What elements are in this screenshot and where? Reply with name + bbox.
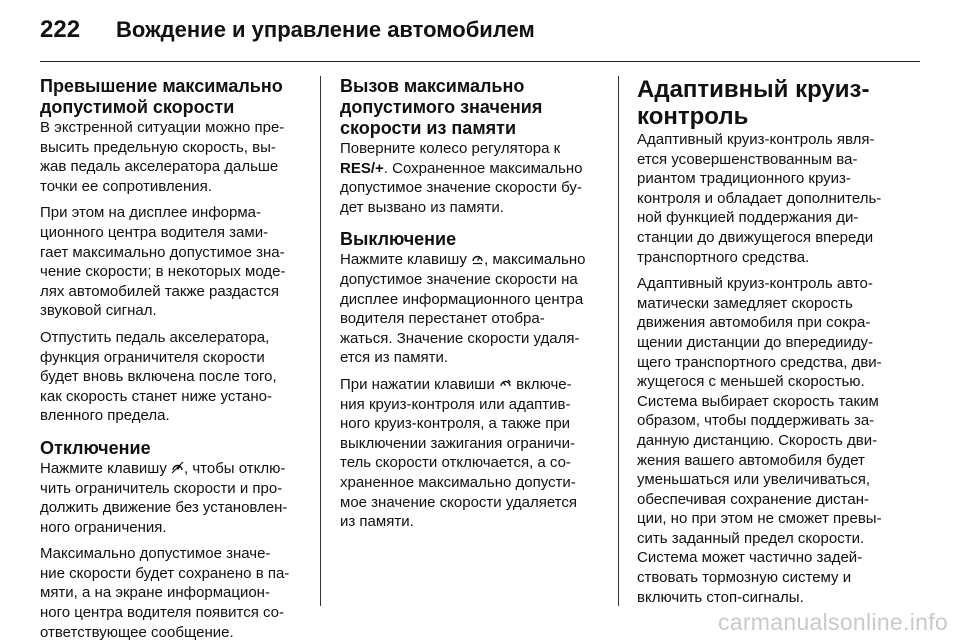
- text-fragment: , максимально: [484, 251, 586, 269]
- text-line: ствовать тормозную систему и: [637, 569, 852, 587]
- text-line: чить ограничитель скорости и про-: [40, 479, 283, 497]
- heading-line: Превышение максимально: [40, 76, 283, 96]
- text-line: движения автомобиля при сокра-: [637, 314, 871, 332]
- text-line: образом, чтобы поддерживать за-: [637, 412, 875, 430]
- text-fragment: , чтобы отклю-: [184, 459, 286, 477]
- watermark: carmanualsonline.info: [717, 609, 948, 635]
- text-line: жаться. Значение скорости удаля-: [340, 329, 580, 347]
- text-line: допустимое значение скорости бу-: [340, 179, 582, 197]
- text-line: Система выбирает скорость таким: [637, 392, 879, 410]
- text-line: мое значение скорости удаляется: [340, 493, 577, 511]
- text-line: станции до движущегося впереди: [637, 228, 874, 246]
- text-line: риантом традиционного круиз-: [637, 170, 851, 188]
- text-line: дисплее информационного центра: [340, 290, 584, 308]
- text-line: лях автомобилей также раздастся: [40, 282, 279, 300]
- text-line: Адаптивный круиз-контроль явля-: [637, 131, 875, 148]
- text-line: из памяти.: [340, 513, 414, 531]
- paragraph: [340, 139, 603, 217]
- page-header: [40, 10, 920, 50]
- text-line: уменьшаться или увеличиваться,: [637, 471, 871, 489]
- text-line: [340, 250, 603, 270]
- text-line: ного круиз-контроля, а также при: [340, 415, 571, 433]
- text-line: [40, 459, 310, 479]
- paragraph: [40, 118, 310, 196]
- page-title: Вождение и управление автомобилем: [116, 17, 535, 42]
- text-line: Поверните колесо регулятора к: [340, 140, 561, 157]
- text-line: ции, но при этом не сможет превы-: [637, 510, 882, 528]
- paragraph: [340, 250, 603, 368]
- text-line: ется усовершенствованным ва-: [637, 150, 858, 168]
- text-line: Максимально допустимое значе-: [40, 545, 271, 563]
- text-line: ного ограничения.: [40, 518, 167, 536]
- text-line: щении дистанции до впередииду-: [637, 333, 874, 351]
- text-line: ной функцией поддержания ди-: [637, 209, 859, 227]
- heading-line: Вызов максимально: [340, 76, 525, 96]
- paragraph: [40, 544, 310, 642]
- text-line: ния круиз-контроля или адаптив-: [340, 395, 571, 413]
- column-divider-1: [320, 76, 321, 606]
- text-line: щего транспортного средства, дви-: [637, 353, 882, 371]
- text-line: [340, 375, 603, 395]
- text-line: сить заданный предел скорости.: [637, 529, 865, 547]
- text-fragment: включе-: [511, 375, 572, 393]
- text-line: будет вновь включена после того,: [40, 368, 277, 386]
- text-fragment: При нажатии клавиши: [340, 375, 499, 393]
- column-1: [40, 76, 310, 641]
- text-line: выключении зажигания ограничи-: [340, 434, 575, 452]
- paragraph: [40, 203, 310, 321]
- heading-overspeed: [40, 76, 310, 118]
- column-3: [637, 76, 907, 610]
- paragraph: [340, 375, 603, 532]
- paragraph: [40, 459, 310, 537]
- text-line: жущегося с меньшей скоростью.: [637, 373, 865, 391]
- text-fragment: . Сохраненное максимально: [383, 159, 583, 177]
- res-plus-label: RES/+: [340, 159, 384, 177]
- text-line: гает максимально допустимое зна-: [40, 243, 285, 261]
- heading-off: Отключение: [40, 437, 151, 458]
- heading-line: контроль: [637, 103, 749, 130]
- heading-switch-off: Выключение: [340, 229, 457, 250]
- text-line: обеспечивая сохранение дистан-: [637, 490, 869, 508]
- speed-limiter-icon: [171, 461, 184, 474]
- paragraph: [637, 274, 907, 607]
- heading-recall: [340, 76, 603, 139]
- text-line: данную дистанцию. Скорость дви-: [637, 431, 878, 449]
- heading-line: допустимой скорости: [40, 97, 235, 117]
- text-line: должить движение без установлен-: [40, 499, 288, 517]
- paragraph: [40, 328, 310, 426]
- text-line: чение скорости; в некоторых моде-: [40, 263, 286, 281]
- heading-line: допустимого значения: [340, 97, 543, 117]
- text-line: высить предельную скорость, вы-: [40, 138, 276, 156]
- heading-line: Адаптивный круиз-: [637, 76, 870, 103]
- cruise-control-icon: [499, 377, 512, 390]
- text-line: храненное максимально допусти-: [340, 473, 576, 491]
- text-line: водителя перестанет отобра-: [340, 310, 545, 328]
- text-line: функция ограничителя скорости: [40, 348, 265, 366]
- text-line: жения вашего автомобиля будет: [637, 451, 865, 469]
- text-line: Адаптивный круиз-контроль авто-: [637, 275, 873, 293]
- text-line: Отпустить педаль акселератора,: [40, 328, 270, 346]
- text-line: ного центра водителя появится со-: [40, 604, 285, 622]
- text-line: тель скорости отключается, а со-: [340, 454, 571, 472]
- text-line: дет вызвано из памяти.: [340, 198, 504, 216]
- text-line: ционного центра водителя зами-: [40, 223, 269, 241]
- heading-adaptive-cruise: [637, 76, 907, 130]
- text-line: контроля и обладает дополнитель-: [637, 189, 882, 207]
- column-divider-2: [618, 76, 619, 606]
- text-line: При этом на дисплее информа-: [40, 204, 262, 222]
- text-fragment: Нажмите клавишу: [40, 459, 171, 477]
- text-line: звуковой сигнал.: [40, 302, 157, 320]
- text-line: ответствующее сообщение.: [40, 623, 234, 641]
- text-line: Система может частично задей-: [637, 549, 863, 567]
- text-line: жав педаль акселератора дальше: [40, 158, 279, 176]
- text-fragment: Нажмите клавишу: [340, 251, 471, 269]
- heading-line: скорости из памяти: [340, 118, 517, 138]
- text-line: вленного предела.: [40, 407, 170, 425]
- text-line: ется из памяти.: [340, 349, 449, 367]
- text-line: матически замедляет скорость: [637, 294, 853, 312]
- text-line: транспортного средства.: [637, 248, 810, 266]
- text-line: включить стоп-сигналы.: [637, 588, 804, 606]
- column-2: [340, 76, 603, 610]
- speed-limiter-on-icon: [471, 252, 484, 265]
- text-line: как скорость станет ниже устано-: [40, 387, 272, 405]
- header-rule: [40, 61, 920, 62]
- text-line: В экстренной ситуации можно пре-: [40, 119, 285, 136]
- text-line: [340, 159, 603, 179]
- text-line: мяти, а на экране информацион-: [40, 584, 270, 602]
- text-line: ние скорости будет сохранено в па-: [40, 564, 290, 582]
- text-line: допустимое значение скорости на: [340, 270, 578, 288]
- paragraph: [637, 130, 907, 267]
- page-number: 222: [40, 16, 81, 43]
- text-line: точки ее сопротивления.: [40, 177, 212, 195]
